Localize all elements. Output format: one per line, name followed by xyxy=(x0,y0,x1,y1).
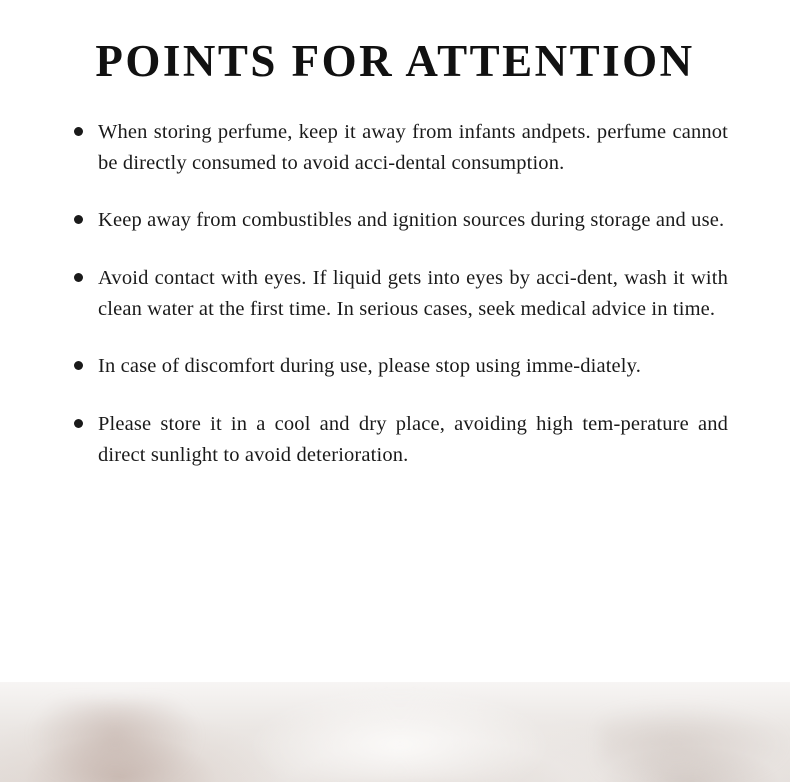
photo-highlight-right xyxy=(600,704,790,782)
list-item-text: In case of discomfort during use, please stop using imme-diately. xyxy=(98,355,641,378)
photo-highlight-center xyxy=(250,688,550,782)
attention-points-list xyxy=(0,117,790,472)
list-item-text: Please store it in a cool and dry place, avoiding high tem-perature and direct sunlight to avoid deterioration. xyxy=(98,412,728,467)
list-item-text: Avoid contact with eyes. If liquid gets into eyes by acci-dent, wash it with clean water at the first time. In serious cases, seek medical advice in time. xyxy=(98,266,728,320)
list-item xyxy=(72,351,728,382)
list-item xyxy=(72,205,728,236)
photo-highlight-left xyxy=(30,700,200,782)
bullet-icon xyxy=(74,361,83,370)
bullet-icon xyxy=(74,215,83,224)
list-item-text: Keep away from combustibles and ignition sources during storage and use. xyxy=(98,209,725,232)
list-item xyxy=(72,409,728,472)
list-item xyxy=(72,117,728,180)
bullet-icon xyxy=(74,273,83,282)
bullet-icon xyxy=(74,127,83,136)
bullet-icon xyxy=(74,419,83,428)
product-photo-strip xyxy=(0,682,790,782)
page-title: POINTS FOR ATTENTION xyxy=(95,36,695,86)
list-item xyxy=(72,263,728,326)
list-item-text: When storing perfume, keep it away from infants andpets. perfume cannot be directly consumed to avoid acci-dental consumption. xyxy=(98,120,728,174)
